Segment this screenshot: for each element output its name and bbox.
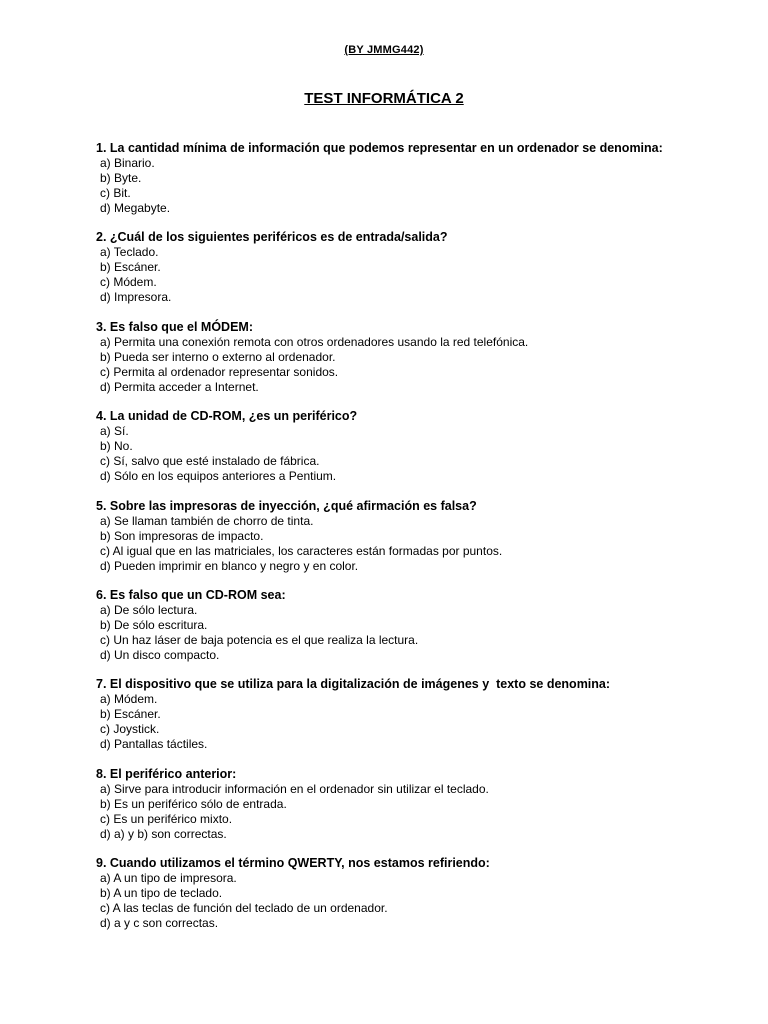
option-d: d) Megabyte. bbox=[100, 201, 171, 215]
option-a: a) Permita una conexión remota con otros ordenadores usando la red telefónica. bbox=[100, 334, 529, 349]
question-text: 6. Es falso que un CD-ROM sea: bbox=[96, 587, 286, 602]
option-a: a) Se llaman también de chorro de tinta. bbox=[100, 513, 314, 528]
question-text: 1. La cantidad mínima de información que podemos representar en un ordenador se denomina: bbox=[96, 141, 663, 155]
option-c: c) Un haz láser de baja potencia es el que realiza la lectura. bbox=[100, 632, 419, 647]
option-d: d) Sólo en los equipos anteriores a Pentium. bbox=[100, 469, 337, 484]
question-4 bbox=[96, 409, 736, 484]
option-c: c) Bit. bbox=[100, 186, 131, 200]
option-c: c) A las teclas de función del teclado de un ordenador. bbox=[100, 901, 388, 916]
option-c: c) Sí, salvo que esté instalado de fábrica. bbox=[100, 454, 320, 469]
option-a: a) Módem. bbox=[100, 692, 158, 707]
question-5 bbox=[96, 499, 736, 574]
question-7 bbox=[96, 677, 736, 752]
question-text: 2. ¿Cuál de los siguientes periféricos es de entrada/salida? bbox=[96, 230, 448, 245]
option-b: b) Escáner. bbox=[100, 707, 161, 722]
option-c: c) Al igual que en las matriciales, los caracteres están formadas por puntos. bbox=[100, 543, 503, 558]
option-b: b) Pueda ser interno o externo al ordenador. bbox=[100, 349, 336, 364]
option-a: a) Teclado. bbox=[100, 245, 159, 260]
option-d: d) Permita acceder a Internet. bbox=[100, 379, 259, 394]
option-b: b) Es un periférico sólo de entrada. bbox=[100, 796, 287, 811]
page-title: TEST INFORMÁTICA 2 bbox=[304, 90, 464, 107]
question-text: 8. El periférico anterior: bbox=[96, 766, 237, 781]
option-a: a) Sí. bbox=[100, 424, 129, 439]
option-b: b) No. bbox=[100, 439, 133, 454]
option-d: d) Pantallas táctiles. bbox=[100, 737, 208, 752]
option-c: c) Es un periférico mixto. bbox=[100, 811, 233, 826]
option-d: d) Un disco compacto. bbox=[100, 647, 220, 662]
option-b: b) A un tipo de teclado. bbox=[100, 886, 223, 901]
question-text: 4. La unidad de CD-ROM, ¿es un periférico? bbox=[96, 409, 358, 424]
option-d: d) Impresora. bbox=[100, 290, 172, 305]
question-text: 3. Es falso que el MÓDEM: bbox=[96, 319, 253, 334]
option-d: d) Pueden imprimir en blanco y negro y en color. bbox=[100, 558, 359, 573]
option-d: d) a y c son correctas. bbox=[100, 916, 219, 931]
question-text: 7. El dispositivo que se utiliza para la digitalización de imágenes y texto se denomina: bbox=[96, 677, 611, 692]
option-a: a) A un tipo de impresora. bbox=[100, 871, 237, 886]
question-1 bbox=[96, 141, 736, 216]
question-text: 5. Sobre las impresoras de inyección, ¿qué afirmación es falsa? bbox=[96, 498, 477, 513]
option-d: d) a) y b) son correctas. bbox=[100, 826, 227, 841]
option-b: b) De sólo escritura. bbox=[100, 617, 208, 632]
option-a: a) Binario. bbox=[100, 156, 155, 170]
option-c: c) Joystick. bbox=[100, 722, 160, 737]
question-6 bbox=[96, 588, 736, 663]
option-b: b) Son impresoras de impacto. bbox=[100, 528, 264, 543]
option-c: c) Permita al ordenador representar sonidos. bbox=[100, 364, 339, 379]
option-a: a) Sirve para introducir información en el ordenador sin utilizar el teclado. bbox=[100, 781, 489, 796]
question-8 bbox=[96, 767, 736, 842]
question-2 bbox=[96, 230, 736, 305]
question-9 bbox=[96, 856, 736, 931]
author-credit: (BY JMMG442) bbox=[344, 44, 424, 56]
option-a: a) De sólo lectura. bbox=[100, 602, 198, 617]
question-text: 9. Cuando utilizamos el término QWERTY, nos estamos refiriendo: bbox=[96, 856, 490, 871]
option-b: b) Byte. bbox=[100, 171, 142, 185]
option-b: b) Escáner. bbox=[100, 260, 161, 275]
question-3 bbox=[96, 320, 736, 395]
option-c: c) Módem. bbox=[100, 275, 157, 290]
question-list bbox=[96, 141, 736, 946]
